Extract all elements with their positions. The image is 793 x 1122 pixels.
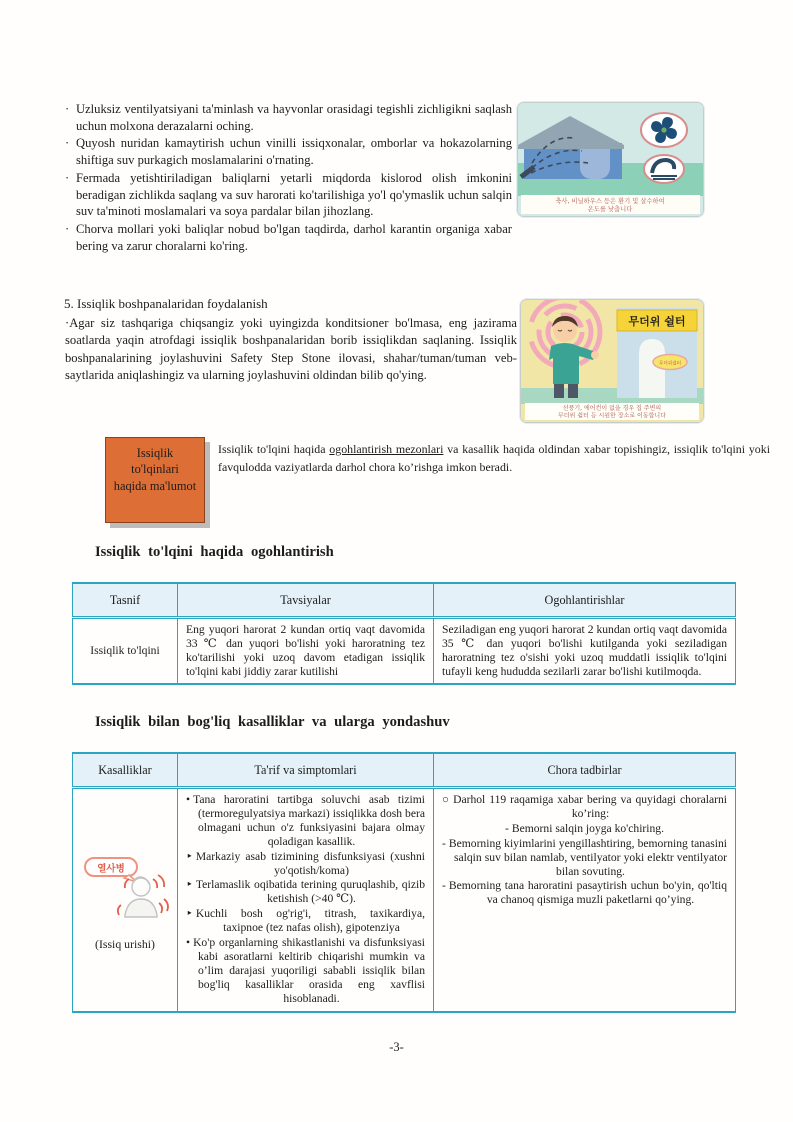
table-row xyxy=(73,788,736,1012)
section5-paragraph: ·Agar siz tashqariga chiqsangiz yoki uyingizda konditsioner bo'lmasa, eng jazirama soatlarda yaqin atrofdagi issiqlik boshpanalaridan borib issiqlikdan saqlaning. Issiqlik boshpanalarining joylashuvini Safety Step Stone ilovasi, shahar/tuman/tuman veb-saytlarida aniqlashingiz va ularning joylashuvini oldindan bilib qo'ying. xyxy=(65,316,517,383)
symptom-item xyxy=(186,907,425,935)
bullet-text: Chorva mollari yoki baliqlar nobud bo'lgan taqdirda, darhol karantin organiga xabar bering va zarur choralarni ko'ring. xyxy=(76,222,512,253)
bullet-text: Quyosh nuridan kamaytirish uchun vinilli issiqxonalar, omborlar va hokazolarning shiftiga suv purkagich moslamalarini o'rnating. xyxy=(76,136,512,168)
measure-item xyxy=(442,822,727,836)
symptom-item xyxy=(186,878,425,906)
header-tarif: Ta'rif va simptomlari xyxy=(178,753,434,788)
shelter-caption-line1: 선풍기, 에어컨이 없을 경우 집 주변의 xyxy=(562,405,662,412)
list-item xyxy=(65,221,512,254)
item-text: Markaziy asab tizimining disfunksiyasi (xushni yo'qotish/koma) xyxy=(195,849,425,877)
shelter-badge-text: 무더위쉴터 xyxy=(658,361,682,367)
barn-caption-line2: 온도를 낮춥니다 xyxy=(587,206,633,213)
cell-classification: Issiqlik to'lqini xyxy=(73,618,178,684)
shelter-caption-line2: 무더위 쉴터 등 시원한 장소로 이동합니다 xyxy=(557,412,667,420)
list-item xyxy=(65,101,512,134)
info-box-label-line1: Issiqlik xyxy=(136,446,174,460)
item-marker: - xyxy=(442,879,446,893)
heat-stroke-bubble-text: 열사병 xyxy=(97,863,125,875)
item-marker: ‣ xyxy=(186,907,193,921)
shelter-illustration-svg xyxy=(521,300,703,422)
item-marker: ‣ xyxy=(186,878,193,892)
cell-illness xyxy=(73,788,178,1012)
barn-caption-line1: 축사, 비닐하우스 등은 환기 및 살수하여 xyxy=(555,198,665,205)
warning-table xyxy=(72,582,736,685)
list-item xyxy=(65,170,512,220)
bullet-text: Fermada yetishtiriladigan baliqlarni yetarli miqdorda kislorod olish imkonini beradigan zichlikda saqlang va suv harorati ko'tarilishiga yo'l qo'ymaslik uchun salqin suv ta'minoti moslamalari va soya pardalar bilan jihozlang. xyxy=(76,170,512,219)
section5-title: 5. Issiqlik boshpanalaridan foydalanish xyxy=(64,296,268,311)
cell-symptoms xyxy=(178,788,434,1012)
barn-illustration-svg xyxy=(518,103,703,216)
cell-measures xyxy=(434,788,736,1012)
speech-bubble xyxy=(85,858,137,882)
item-marker: - xyxy=(442,836,446,850)
symptom-item xyxy=(186,793,425,849)
header-tavsiyalar: Tavsiyalar xyxy=(178,583,434,618)
barn-ventilation-illustration xyxy=(517,102,704,217)
sprinkler-hose-icon xyxy=(644,155,684,183)
illness-caption: (Issiq urishi) xyxy=(95,936,155,951)
item-marker: • xyxy=(186,936,191,950)
callout-text-after: va kasallik haqida oldindan xabar topishingiz, issiqlik to'lqini yoki favqulodda vaziyatlarda darhol chora ko’rishga imkon beradi. xyxy=(218,442,770,474)
symptom-item xyxy=(186,850,425,878)
header-tasnif: Tasnif xyxy=(73,583,178,618)
bullet-text: Uzluksiz ventilyatsiyani ta'minlash va hayvonlar orasidagi tegishli zichligikni saqlash uchun molxona derazalarni oching. xyxy=(76,102,512,133)
info-callout-box xyxy=(105,437,205,523)
header-ogohlantirishlar: Ogohlantirishlar xyxy=(434,583,736,618)
callout-text-underlined: ogohlantirish mezonlari xyxy=(329,442,444,456)
header-kasalliklar: Kasalliklar xyxy=(73,753,178,788)
measure-item xyxy=(442,879,727,907)
heat-shelter-illustration xyxy=(520,299,704,423)
item-marker: ○ xyxy=(442,793,451,806)
item-text: Bemorni salqin joyga ko'chiring. xyxy=(511,821,664,835)
cell-recommendation: Eng yuqori harorat 2 kundan ortiq vaqt davomida 33 ℃ dan yuqori bo'lishi yoki haroratning tez ko'tarilishi yoki uzoq davom etadigan issiqlik to'lqini kabi jiddiy zarar kutilishi xyxy=(178,618,434,684)
symptoms-list xyxy=(186,793,425,1006)
illness-table xyxy=(72,752,736,1013)
shelter-building xyxy=(617,308,697,398)
intro-bullet-list xyxy=(65,101,512,256)
symptom-item xyxy=(186,936,425,1006)
callout-text-before: Issiqlik to'lqini haqida xyxy=(218,442,330,456)
measure-item xyxy=(442,837,727,879)
table-row xyxy=(73,618,736,684)
item-text: Kuchli bosh og'rig'i, titrash, taxikardiya, taxipnoe (tez nafas olish), gipotenziya xyxy=(195,907,425,935)
cell-warning: Seziladigan eng yuqori harorat 2 kundan ortiq vaqt davomida 35 ℃ dan yuqori bo'lishi kutilganda yoki seziladigan haroratning tez o'sishi yoki uzoq muddatli issiqlik to'lqini tufayli keng hududda sezilarli zarar bo'lishi kutilmoqda. xyxy=(434,618,736,684)
bullet-marker: · xyxy=(65,170,70,185)
person-figure xyxy=(125,877,157,917)
item-text: Bemorning kiyimlarini yengillashtiring, bemorning tanasini salqin suv bilan namlab, ventilyator yoki elektr ventilyator bilan sovuting. xyxy=(448,836,727,878)
item-text: Bemorning tana haroratini pasaytirish uchun bo'yin, qo'ltiq va chanoq qismiga muzli paketlarni qo’ying. xyxy=(448,879,727,907)
bullet-marker: · xyxy=(65,222,70,237)
item-marker: • xyxy=(186,793,191,806)
heat-stroke-illustration xyxy=(81,849,177,929)
measures-list xyxy=(442,793,727,907)
fan-icon xyxy=(641,113,687,147)
item-text: Darhol 119 raqamiga xabar bering va quyidagi choralarni ko’ring: xyxy=(453,793,727,820)
item-text: Terlamaslik oqibatida terining quruqlashib, qizib ketishish (>40 ℃). xyxy=(195,878,425,906)
shelter-sign-text: 무더위 쉴터 xyxy=(628,315,686,328)
item-marker: ‣ xyxy=(186,849,193,863)
item-marker: - xyxy=(504,821,509,835)
info-box-label-line3: haqida ma'lumot xyxy=(113,478,197,493)
page-number: -3- xyxy=(389,1040,404,1054)
header-chora: Chora tadbirlar xyxy=(434,753,736,788)
item-text: Tana haroratini tartibga soluvchi asab tizimi (termoregulyatsiya markazi) issiqlikka dosh bera olmagani uchun o'z funksiyasini bajara olmay qoladigan kasallik. xyxy=(193,793,425,848)
illness-section-heading: Issiqlik bilan bog'liq kasalliklar va ularga yondashuv xyxy=(95,714,450,730)
info-callout-text xyxy=(218,441,770,477)
table-header-row xyxy=(73,753,736,788)
table-header-row xyxy=(73,583,736,618)
bullet-marker: · xyxy=(65,136,70,151)
info-box-label-line2: to'lqinlari xyxy=(131,462,179,477)
item-text: Ko'p organlarning shikastlanishi va disfunksiyasi kabi asoratlarni keltirib chiqarishi mumkin va o’lim darajasi yuqoriligi sababli issiqlik bilan bog'liq kasalliklar orasida eng xavflisi hisoblanadi. xyxy=(193,936,425,1005)
measure-item xyxy=(442,793,727,821)
list-item xyxy=(65,135,512,168)
bullet-marker: · xyxy=(65,102,70,116)
warning-section-heading: Issiqlik to'lqini haqida ogohlantirish xyxy=(95,544,334,560)
